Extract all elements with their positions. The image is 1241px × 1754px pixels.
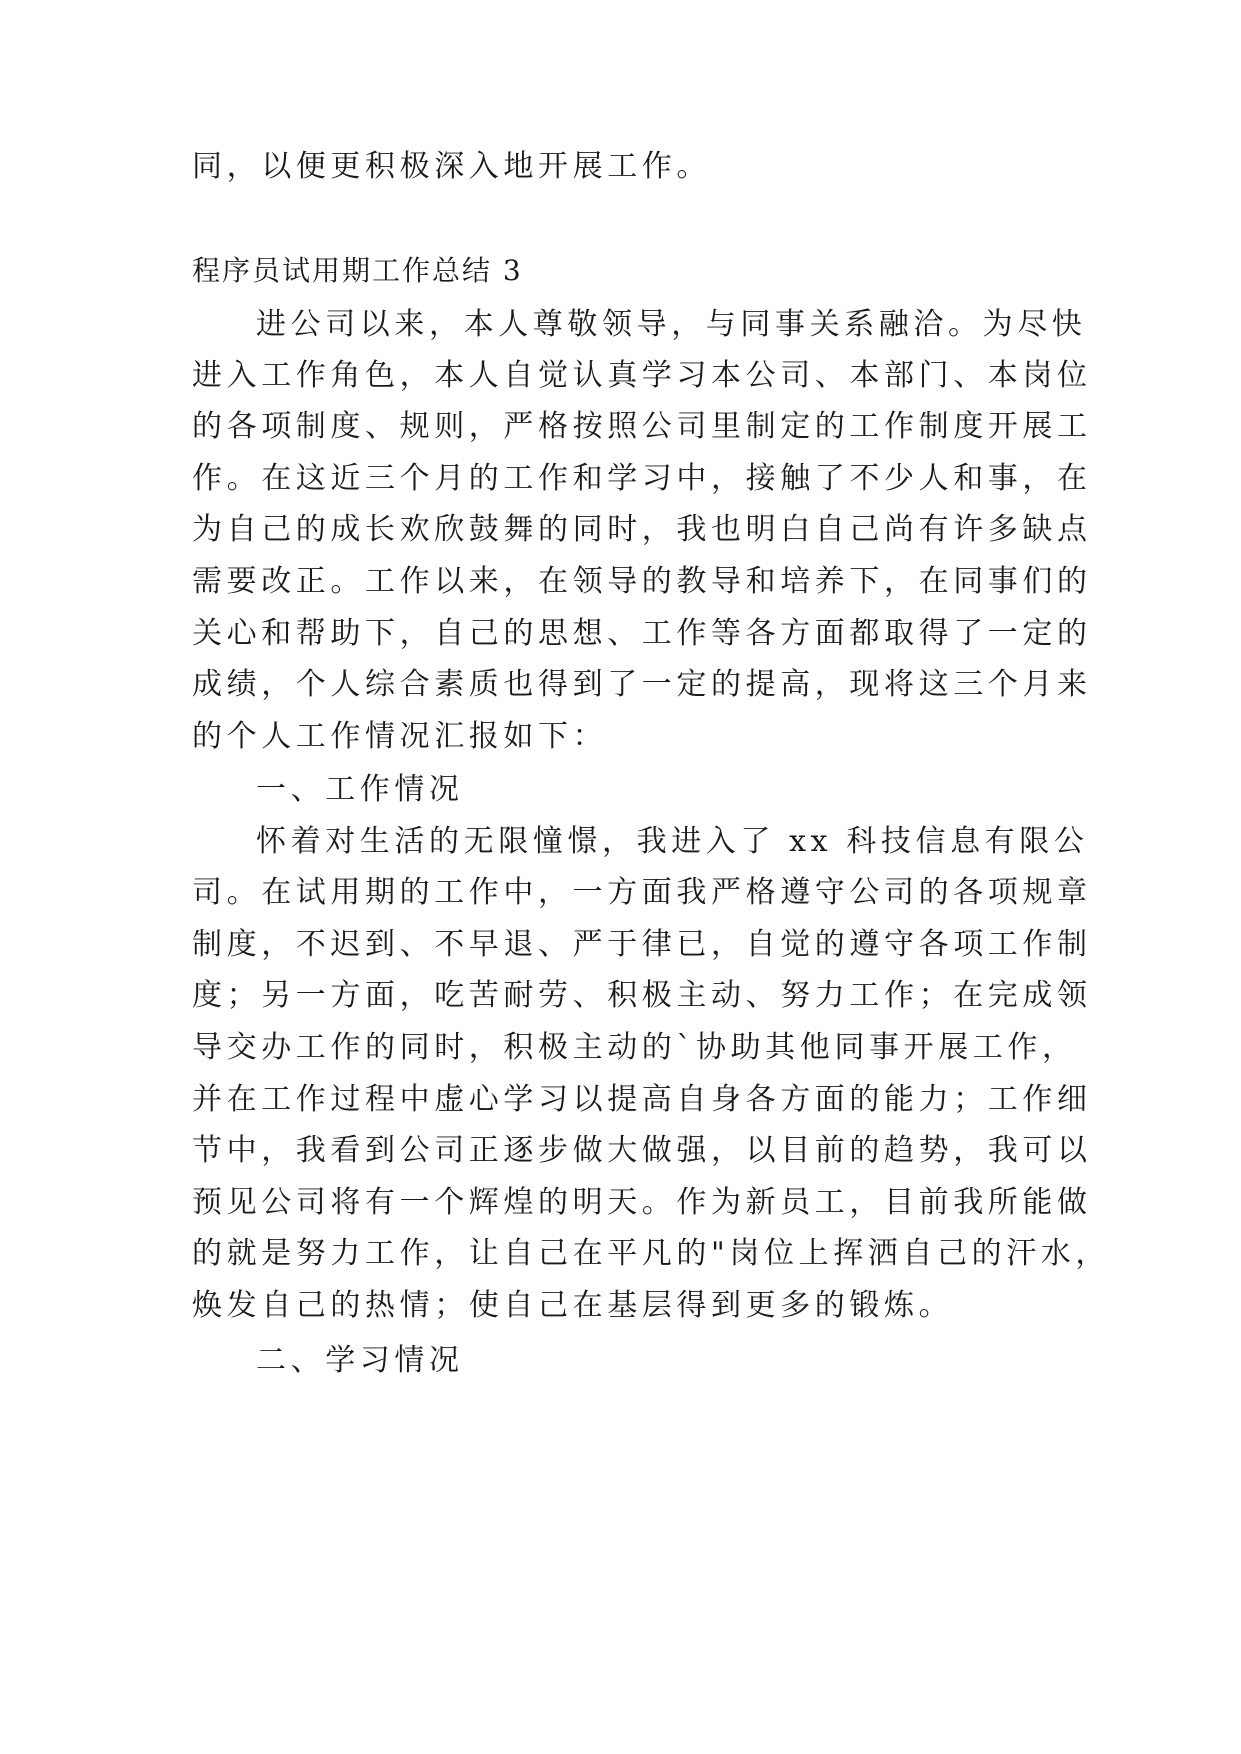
- paragraph-line: 关心和帮助下，自己的思想、工作等各方面都取得了一定的: [192, 616, 1092, 651]
- paragraph-line: 司。在试用期的工作中，一方面我严格遵守公司的各项规章: [192, 875, 1092, 910]
- paragraph-line: 度；另一方面，吃苦耐劳、积极主动、努力工作；在完成领: [192, 978, 1092, 1013]
- carryover-line: 同，以便更积极深入地开展工作。: [192, 149, 711, 184]
- paragraph-line: 的个人工作情况汇报如下：: [192, 719, 608, 754]
- paragraph-line: 焕发自己的热情；使自己在基层得到更多的锻炼。: [192, 1288, 954, 1323]
- paragraph-line: 为自己的成长欢欣鼓舞的同时，我也明白自己尚有许多缺点: [192, 512, 1092, 547]
- paragraph-line: 预见公司将有一个辉煌的明天。作为新员工，目前我所能做: [192, 1185, 1092, 1220]
- paragraph-line: 并在工作过程中虚心学习以提高自身各方面的能力；工作细: [192, 1082, 1092, 1117]
- paragraph-line: 导交办工作的同时，积极主动的`协助其他同事开展工作，: [192, 1030, 1077, 1065]
- paragraph-line: 节中，我看到公司正逐步做大做强，以目前的趋势，我可以: [192, 1133, 1092, 1168]
- heading-work: 一、工作情况: [256, 772, 464, 807]
- paragraph-line: 的就是努力工作，让自己在平凡的"岗位上挥洒自己的汗水，: [192, 1236, 1110, 1271]
- paragraph-line: 需要改正。工作以来，在领导的教导和培养下，在同事们的: [192, 564, 1092, 599]
- paragraph-line: 作。在这近三个月的工作和学习中，接触了不少人和事，在: [192, 461, 1092, 496]
- paragraph-line: 进入工作角色，本人自觉认真学习本公司、本部门、本岗位: [192, 358, 1092, 393]
- paragraph-line: 怀着对生活的无限憧憬，我进入了 xx 科技信息有限公: [256, 824, 1089, 859]
- paragraph-line: 的各项制度、规则，严格按照公司里制定的工作制度开展工: [192, 409, 1092, 444]
- section-title: 程序员试用期工作总结 3: [192, 254, 523, 287]
- paragraph-line: 制度，不迟到、不早退、严于律已，自觉的遵守各项工作制: [192, 927, 1092, 962]
- paragraph-line: 成绩，个人综合素质也得到了一定的提高，现将这三个月来: [192, 667, 1092, 702]
- paragraph-line: 进公司以来，本人尊敬领导，与同事关系融洽。为尽快: [256, 307, 1087, 342]
- heading-study: 二、学习情况: [256, 1343, 464, 1378]
